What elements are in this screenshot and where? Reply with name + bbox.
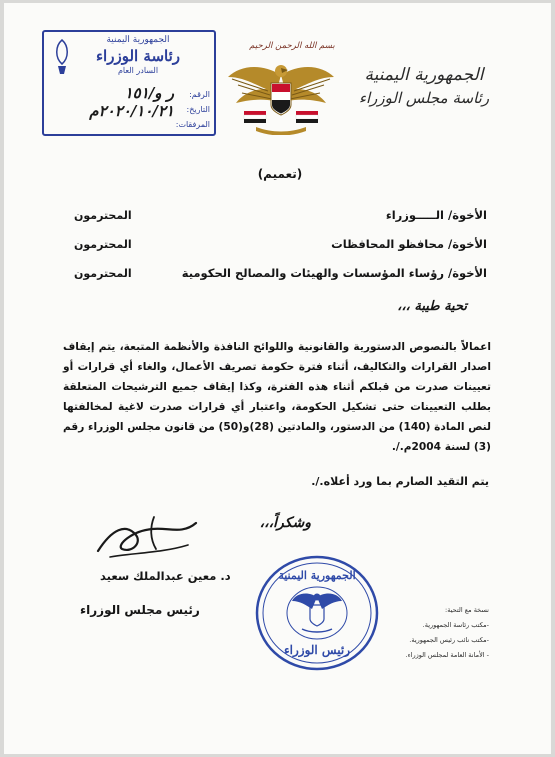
- number-value: ر و/١٥١: [124, 84, 174, 102]
- greeting: تحية طيبة ،،،: [397, 299, 467, 314]
- subject-heading: (تعميم): [257, 167, 303, 181]
- stamp-title-small: الجمهورية اليمنية: [106, 35, 170, 45]
- recipient-name: الأخوة/ الـــــوزراء: [385, 208, 487, 222]
- basmala: بسم الله الرحمن الرحيم: [249, 41, 335, 51]
- closing-instruction: يتم التقيد الصارم بما ورد أعلاه./.: [311, 475, 489, 488]
- office-name: رئاسة مجلس الوزراء: [358, 89, 490, 107]
- official-seal: [252, 553, 382, 673]
- recipient-honorific: المحترمون: [74, 267, 132, 280]
- recipient-honorific: المحترمون: [74, 238, 132, 251]
- republic-emblem-icon: [222, 55, 340, 135]
- date-value: ٢٠٢٠/١٠/٢١م: [89, 102, 174, 120]
- copy-item: -مكتب رئاسة الجمهورية.: [422, 621, 489, 629]
- handwritten-signature: [92, 509, 202, 565]
- attachments-label: المرفقات:: [175, 120, 210, 129]
- thanks-line: وشكراً،،،: [259, 515, 311, 531]
- letterhead: [339, 65, 509, 107]
- country-name: الجمهورية اليمنية: [364, 65, 484, 85]
- recipient-honorific: المحترمون: [74, 209, 132, 222]
- stamp-title-sub: السادر العام: [117, 66, 159, 75]
- signatory-name: د. معين عبدالملك سعيد: [100, 569, 231, 583]
- seal-bottom-text: رئيس الوزراء: [284, 643, 350, 657]
- copy-item: -مكتب نائب رئيس الجمهورية.: [409, 636, 489, 644]
- copies-heading: نسخة مع التحية:: [445, 606, 489, 614]
- document-page: [4, 3, 551, 754]
- copies-list: [389, 603, 489, 663]
- number-label: الرقم:: [189, 90, 210, 99]
- recipient-name: الأخوة/ محافظو المحافظات: [331, 237, 487, 251]
- copy-item: - الأمانة العامة لمجلس الوزراء.: [405, 651, 489, 659]
- date-label: التاريخ:: [186, 105, 210, 114]
- registry-stamp: [42, 30, 216, 136]
- seal-top-text: الجمهورية اليمنية: [278, 569, 356, 582]
- stamp-title-main: رئاسة الوزراء: [95, 47, 181, 65]
- stamp-header: [68, 35, 208, 75]
- recipient-name: الأخوة/ رؤساء المؤسسات والهيئات والمصالح الحكومية: [181, 266, 487, 280]
- body-paragraph: اعمالاً بالنصوص الدستورية والقانونية واللوائح النافذة والأنظمة المتبعة، يتم إيقاف اصدار القرارات والتكاليف، أثناء فترة حكومة تصريف الأعمال، والغاء أي قرارات أو تعيينات صدرت من قبلكم أثناء هذه الفترة، وكذا إيقاف جميع الترشيحات المتعلقة بطلب التعيينات حتى تشكيل الحكومة، واعتبار أي قرارات صدرت لاغية لمخالفتها لنص المادة (140) من الدستور، والمادتين (28)و(50) من قانون مجلس الوزراء رقم (3) لسنة 2004م./.: [63, 341, 491, 453]
- signatory-title: رئيس مجلس الوزراء: [80, 603, 200, 617]
